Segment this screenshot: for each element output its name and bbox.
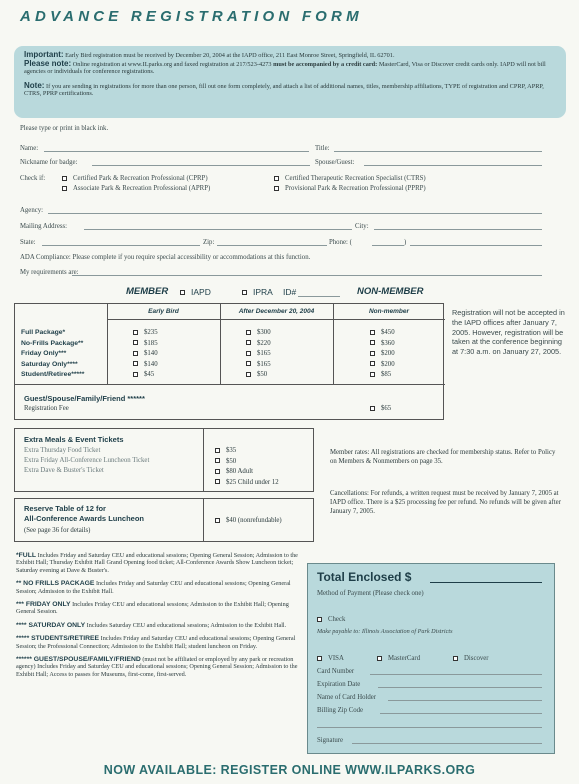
footnote-full: *FULL Includes Friday and Saturday CEU and educational sessions; Opening General Session; Admission to the Exhibit Hall; Thursday Exhibit Hall Grand Opening food ticket; All-Conference Awards Show Luncheon ticket; Saturday evening at Dave & Buster's. <box>16 552 298 574</box>
discover-option[interactable]: Discover <box>453 655 489 662</box>
header-early-bird: Early Bird <box>148 308 179 315</box>
price-option[interactable]: $450 <box>370 328 395 339</box>
zip-field[interactable] <box>217 245 327 246</box>
price-option[interactable]: $165 <box>246 360 271 371</box>
ctrs-checkbox[interactable] <box>274 176 279 181</box>
requirements-field[interactable] <box>72 275 542 276</box>
footnote-nofrills: ** NO FRILLS PACKAGE Includes Friday and Saturday CEU and educational sessions; Opening General Session; Admission to the Exhibit Hall. <box>16 580 291 595</box>
price-option[interactable]: $45 <box>133 370 158 381</box>
visa-option[interactable]: VISA <box>317 655 344 662</box>
name-label: Name: <box>20 145 39 152</box>
price-option[interactable]: $165 <box>246 349 271 360</box>
check-if-label: Check if: <box>20 175 46 182</box>
nickname-label: Nickname for badge: <box>20 159 78 166</box>
cert-pprp[interactable]: Provisional Park & Recreation Professional (PPRP) <box>274 185 426 192</box>
agency-field[interactable] <box>48 213 542 214</box>
guest-fee-option[interactable]: $65 <box>370 404 391 415</box>
cert-ctrs[interactable]: Certified Therapeutic Recreation Specialist (CTRS) <box>274 175 426 182</box>
price-option[interactable]: $85 <box>370 370 395 381</box>
package-full: Full Package* <box>21 329 66 336</box>
zip-label: Zip: <box>203 239 215 246</box>
price-option[interactable]: $200 <box>370 360 395 371</box>
member-label: MEMBER <box>126 286 169 297</box>
phone-close: ) <box>404 239 407 246</box>
price-option[interactable]: $220 <box>246 339 271 350</box>
non-member-prices <box>370 328 395 381</box>
city-field[interactable] <box>374 229 542 230</box>
mailing-label: Mailing Address: <box>20 223 68 230</box>
guest-title: Guest/Spouse/Family/Friend ****** <box>24 394 145 403</box>
early-bird-prices <box>133 328 158 381</box>
discover-checkbox[interactable] <box>453 656 458 661</box>
package-student: Student/Retiree***** <box>21 371 85 378</box>
cert-aprp[interactable]: Associate Park & Recreation Professional (APRP) <box>62 185 210 192</box>
footnote-friday: *** FRIDAY ONLY Includes Friday CEU and educational sessions; Admission to the Exhibit Hall; Opening General Session. <box>16 601 289 616</box>
mastercard-option[interactable]: MasterCard <box>377 655 420 662</box>
reserve-title2: All-Conference Awards Luncheon <box>24 514 145 523</box>
price-option[interactable]: $185 <box>133 339 158 350</box>
meal-prices <box>215 446 279 488</box>
mastercard-checkbox[interactable] <box>377 656 382 661</box>
signature-field[interactable] <box>352 743 542 744</box>
price-option[interactable]: $235 <box>133 328 158 339</box>
ada-text: ADA Compliance: Please complete if you require special accessibility or accommodations at this function. <box>20 254 311 261</box>
nickname-field[interactable] <box>92 165 310 166</box>
please-note-text2: MasterCard, Visa or Discover credit cards only. IAPD will not bill agencies or individuals for conference registrations. <box>24 60 546 76</box>
city-label: City: <box>355 223 369 230</box>
total-field[interactable] <box>430 582 542 583</box>
reserve-sub: (See page 36 for details) <box>24 527 91 534</box>
please-note-bold: must be accompanied by a credit card: <box>273 60 378 68</box>
visa-checkbox[interactable] <box>317 656 322 661</box>
pprp-checkbox[interactable] <box>274 186 279 191</box>
guest-fee-label: Registration Fee <box>24 405 69 412</box>
id-field[interactable] <box>298 296 340 297</box>
cancellations-text: Cancellations: For refunds, a written request must be received by January 7, 2005 at IAPD office. There is a $25 processing fee per refund. No refunds will be given after January 7, 2005. <box>330 490 561 515</box>
payment-method-label: Method of Payment (Please check one) <box>317 590 424 597</box>
form-title: ADVANCE REGISTRATION FORM <box>20 8 363 25</box>
header-non-member: Non-member <box>368 308 410 315</box>
footnote-student: ***** STUDENTS/RETIREE Includes Friday and Saturday CEU and educational sessions; Opening General Session; the Professional Connection; Admission to the Exhibit Hall; student luncheon on Friday. <box>16 635 296 650</box>
meal-option[interactable]: $35 <box>215 446 279 457</box>
spouse-label: Spouse/Guest: <box>315 159 355 166</box>
important-text: Early Bird registration must be received by December 20, 2004 at the IAPD office, 211 East Monroe Street, Springfield, IL 62701. <box>65 52 395 59</box>
meal-option[interactable]: $25 Child under 12 <box>215 478 279 489</box>
print-instruction: Please type or print in black ink. <box>20 125 109 132</box>
ipra-option[interactable]: IPRA <box>242 287 273 297</box>
please-note-text: Online registration at www.ILparks.org and faxed registration at 217/523-4273 <box>72 60 272 68</box>
check-checkbox[interactable] <box>317 617 322 622</box>
title-field[interactable] <box>334 151 542 152</box>
card-holder-field[interactable] <box>388 700 542 701</box>
extra-line <box>317 727 542 728</box>
price-option[interactable]: $50 <box>246 370 271 381</box>
phone-field[interactable] <box>410 245 542 246</box>
billing-zip-field[interactable] <box>380 713 542 714</box>
signature-label: Signature <box>317 737 344 744</box>
iapd-checkbox[interactable] <box>180 290 185 295</box>
after-dec-prices <box>246 328 271 381</box>
register-online-banner[interactable]: NOW AVAILABLE: REGISTER ONLINE WWW.ILPARKS.ORG <box>103 763 476 777</box>
price-option[interactable]: $300 <box>246 328 271 339</box>
package-nofrills: No-Frills Package** <box>21 339 84 347</box>
fees-box <box>14 303 444 420</box>
registration-note: Registration will not be accepted in the IAPD offices after January 7, 2005. However, registration will be taken at the conference beginning at 7:30 a.m. on January 27, 2005. <box>452 308 565 357</box>
please-note-label: Please note: <box>24 58 72 68</box>
price-option[interactable]: $360 <box>370 339 395 350</box>
package-labels <box>21 328 84 381</box>
meal-dave-busters: Extra Dave & Buster's Ticket <box>24 467 104 474</box>
billing-zip-label: Billing Zip Code <box>317 707 364 714</box>
area-code-field[interactable] <box>372 245 404 246</box>
package-saturday: Saturday Only**** <box>21 360 78 368</box>
card-holder-label: Name of Card Holder <box>317 694 377 701</box>
meal-option[interactable]: $80 Adult <box>215 467 279 478</box>
meal-option[interactable]: $50 <box>215 457 279 468</box>
cprp-checkbox[interactable] <box>62 176 67 181</box>
price-option[interactable]: $140 <box>133 349 158 360</box>
footnote-saturday: **** SATURDAY ONLY Includes Saturday CEU and educational sessions; Admission to the Exhibit Hall. <box>16 621 287 629</box>
reserve-option[interactable]: $40 (nonrefundable) <box>215 516 282 527</box>
state-field[interactable] <box>42 245 200 246</box>
card-number-field[interactable] <box>370 674 542 675</box>
extra-meals-title: Extra Meals & Event Tickets <box>24 435 124 444</box>
price-option[interactable]: $140 <box>133 360 158 371</box>
requirements-label: My requirements are: <box>20 269 79 276</box>
name-field[interactable] <box>44 151 309 152</box>
total-enclosed-box <box>307 563 555 754</box>
expiration-field[interactable] <box>378 687 542 688</box>
iapd-option[interactable]: IAPD <box>180 287 211 297</box>
footnotes <box>16 552 298 678</box>
ipra-checkbox[interactable] <box>242 290 247 295</box>
package-friday: Friday Only*** <box>21 350 67 357</box>
reserve-table-box <box>14 498 314 542</box>
card-number-label: Card Number <box>317 668 355 675</box>
extra-meals-box <box>14 428 314 492</box>
title-label: Title: <box>315 145 330 152</box>
non-member-label: NON-MEMBER <box>357 286 424 297</box>
total-title: Total Enclosed $ <box>317 570 412 584</box>
id-label: ID# <box>283 287 297 297</box>
meal-thursday: Extra Thursday Food Ticket <box>24 447 101 454</box>
payable-text: Make payable to: Illinois Association of Park Districts <box>317 628 453 635</box>
notice-box <box>14 46 566 118</box>
extra-meals-items <box>24 446 149 476</box>
phone-label: Phone: ( <box>329 239 352 246</box>
state-label: State: <box>20 239 36 246</box>
cert-cprp[interactable]: Certified Park & Recreation Professional (CPRP) <box>62 175 208 182</box>
spouse-field[interactable] <box>364 165 542 166</box>
agency-label: Agency: <box>20 207 44 214</box>
aprp-checkbox[interactable] <box>62 186 67 191</box>
meal-friday: Extra Friday All-Conference Luncheon Ticket <box>24 457 150 464</box>
important-label: Important: <box>24 50 64 59</box>
mailing-field[interactable] <box>84 229 352 230</box>
member-rates-text: Member rates: All registrations are checked for membership status. Refer to Policy on Members & Nonmembers on page 35. <box>330 449 556 465</box>
header-after-dec: After December 20, 2004 <box>238 308 315 315</box>
footnote-guest: ****** GUEST/SPOUSE/FAMILY/FRIEND (must not be affiliated or employed by any park or recreation agency) Includes Friday and Saturday CEU and educational sessions; Opening General Session; Admission to the Exhibit Hall; Access to passes for Museums, first-come, first-served. <box>16 656 298 678</box>
check-option[interactable]: Check <box>317 616 345 623</box>
reserve-title1: Reserve Table of 12 for <box>24 504 106 513</box>
price-option[interactable]: $200 <box>370 349 395 360</box>
expiration-label: Expiration Date <box>317 681 361 688</box>
note-label: Note: <box>24 80 45 90</box>
note-text: If you are sending in registrations for more than one person, fill out one form completely, and attach a list of additional names, titles, membership affiliations, TYPE of registration and CPRP, APRP, CTRS, PPRP certifications. <box>24 82 544 98</box>
